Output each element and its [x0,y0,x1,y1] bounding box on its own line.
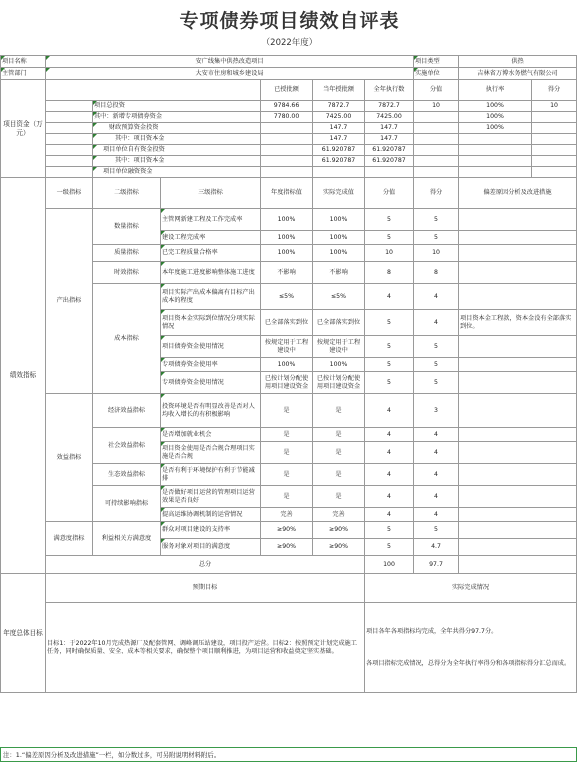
funds-cell: 147.7 [365,134,414,145]
output-indicator-label: 产出指标 [46,209,93,394]
indicator-actual: 已按计划分配使用项目建设资金 [313,372,365,394]
indicator-name: 是否增加就业机会 [161,428,261,442]
indicator-name: 项目债券资金使用情况 [161,336,261,358]
project-name-value: 安广线集中供热改造项目 [46,56,414,68]
project-name-label: 项目名称 [1,56,46,68]
indicator-target: 已按计划分配使用项目建设资金 [261,372,313,394]
actual-text [365,603,577,693]
funds-cell: 147.7 [365,123,414,134]
indicator-target: 100% [261,231,313,245]
indicator-score: 5 [414,358,459,372]
indicator-points: 4 [365,442,414,464]
indicator-target: 100% [261,358,313,372]
funds-row-label: 财政预算资金投资 [93,123,261,134]
indicator-actual: 是 [313,428,365,442]
indicator-actual: 不影响 [313,262,365,284]
indicator-score: 4 [414,508,459,522]
funds-cell: 7425.00 [313,112,365,123]
indicator-reason [459,539,577,556]
funds-cell [365,167,414,178]
funds-cell [459,145,532,156]
funds-cell [459,134,532,145]
funds-cell [414,145,459,156]
indicator-actual: 是 [313,442,365,464]
evaluation-table [0,55,577,693]
perf-header-points: 分值 [365,178,414,209]
actual-text-2: 各项目指标完成情况，总得分为全年执行率得分和各项指标得分汇总而成。 [366,659,571,667]
indicator-actual: 100% [313,358,365,372]
indicator-actual: 100% [313,209,365,231]
funds-cell [414,112,459,123]
funds-cell: 100% [459,101,532,112]
indicator-reason [459,284,577,310]
funds-header-approved: 已授批额 [261,80,313,101]
indicator-reason [459,372,577,394]
funds-cell: 9784.66 [261,101,313,112]
indicator-points: 10 [365,245,414,262]
summary-section-label: 年度总体目标 [1,574,46,693]
funds-cell: 7872.7 [365,101,414,112]
plan-header: 预期目标 [46,574,365,603]
quantity-indicator-label: 数量指标 [93,209,161,245]
indicator-points: 5 [365,209,414,231]
report-year: （2022年度） [261,38,318,48]
indicator-score: 4 [414,486,459,508]
economic-indicator-label: 经济效益指标 [93,394,161,428]
dept-value: 大安市住房和城乡建设局 [46,68,414,80]
funds-header-score: 得分 [532,80,577,101]
project-type-value: 供热 [459,56,577,68]
indicator-actual: 按规定用于工程建设中 [313,336,365,358]
funds-cell: 147.7 [313,123,365,134]
indicator-target: 是 [261,442,313,464]
perf-header-level2: 二级指标 [93,178,161,209]
indicator-target: 不影响 [261,262,313,284]
indicator-target: 按规定用于工程建设中 [261,336,313,358]
funds-cell: 61.920787 [313,156,365,167]
social-indicator-label: 社会效益指标 [93,428,161,464]
indicator-name: 服务对象对项目的满意度 [161,539,261,556]
funds-cell: 100% [459,112,532,123]
indicator-reason: 项目资本金工程款，资本金没有全部落实到位。 [459,310,577,336]
plan-text: 目标1：于2022年10月完成热源厂及配套管网、调峰调压站建设，项目投产运营。目标2：按照预定计划完成施工任务，同时确保质量、安全、成本等相关要求，确保整个项目顺利推进，为项目运营和收益奠定坚实基础。 [46,603,365,693]
indicator-actual: 100% [313,231,365,245]
indicator-reason [459,464,577,486]
funds-cell [414,167,459,178]
indicator-score: 8 [414,262,459,284]
funds-cell [532,167,577,178]
indicator-name: 建设工程完成率 [161,231,261,245]
indicator-actual: 是 [313,464,365,486]
funds-cell [261,123,313,134]
total-label: 总分 [46,556,365,574]
indicator-score: 4 [414,442,459,464]
indicator-score: 5 [414,336,459,358]
sustain-indicator-label: 可持续影响指标 [93,486,161,522]
funds-cell [532,112,577,123]
perf-header-target: 年度指标值 [261,178,313,209]
indicator-score: 4 [414,310,459,336]
indicator-name: 群众对项目建设的支持率 [161,522,261,539]
indicator-points: 5 [365,310,414,336]
indicator-score: 5 [414,522,459,539]
funds-cell: 10 [532,101,577,112]
indicator-score: 4 [414,284,459,310]
indicator-name: 专项债券资金使用情况 [161,372,261,394]
indicator-name: 已完工程质量合格率 [161,245,261,262]
indicator-actual: 已全部落实到位 [313,310,365,336]
indicator-target: 是 [261,464,313,486]
indicator-reason [459,428,577,442]
indicator-name: 项目实际产出成本偏离有目标产出成本的程度 [161,284,261,310]
indicator-points: 4 [365,428,414,442]
impl-value: 吉林省万博水务燃气有限公司 [459,68,577,80]
indicator-name: 投资环境是否有明显改善是否对人均收入增长的有积极影响 [161,394,261,428]
indicator-score: 10 [414,245,459,262]
perf-header-actual: 实际完成值 [313,178,365,209]
perf-section-label: 绩效指标 [1,178,46,574]
benefit-indicator-label: 效益指标 [46,394,93,522]
total-score: 97.7 [414,556,459,574]
funds-cell [414,134,459,145]
indicator-actual: ≤5% [313,284,365,310]
funds-cell [261,156,313,167]
indicator-target: ≥90% [261,539,313,556]
indicator-name: 是否做好项目运营的管理项目运营效果是否良好 [161,486,261,508]
funds-cell [459,156,532,167]
indicator-reason [459,336,577,358]
indicator-points: 4 [365,464,414,486]
funds-cell: 100% [459,123,532,134]
indicator-name: 专项债券资金使用率 [161,358,261,372]
indicator-target: 已全部落实到位 [261,310,313,336]
indicator-name: 提高运维协调机制的运营情况 [161,508,261,522]
funds-cell [532,145,577,156]
funds-cell: 10 [414,101,459,112]
funds-header-current: 当年授批额 [313,80,365,101]
funds-row-label: 项目单位融资资金 [93,167,261,178]
indicator-points: 5 [365,372,414,394]
indicator-actual: 是 [313,394,365,428]
indicator-reason [459,245,577,262]
funds-cell: 7780.00 [261,112,313,123]
funds-cell: 61.920787 [313,145,365,156]
page-title: 专项债券项目绩效自评表 [179,10,400,32]
indicator-points: 5 [365,522,414,539]
funds-header-executed: 全年执行数 [365,80,414,101]
indicator-reason [459,486,577,508]
actual-header: 实际完成情况 [365,574,577,603]
indicator-target: 100% [261,209,313,231]
perf-header-level3: 三级指标 [161,178,261,209]
indicator-points: 4 [365,284,414,310]
indicator-actual: 100% [313,245,365,262]
indicator-target: 100% [261,245,313,262]
indicator-points: 5 [365,231,414,245]
indicator-actual: 完善 [313,508,365,522]
indicator-points: 4 [365,394,414,428]
indicator-reason [459,442,577,464]
indicator-points: 5 [365,358,414,372]
perf-header-level1: 一级指标 [46,178,93,209]
funds-row-label: 其中：项目资本金 [93,134,261,145]
indicator-points: 4 [365,508,414,522]
funds-row-label: 项目总投资 [93,101,261,112]
funds-cell [532,156,577,167]
funds-cell: 7872.7 [313,101,365,112]
satisfy-indicator-label: 利益相关方满意度 [93,522,161,556]
total-points: 100 [365,556,414,574]
perf-header-reason: 偏差原因分析及改进措施 [459,178,577,209]
satisfaction-indicator-label: 满意度指标 [46,522,93,556]
indicator-points: 4 [365,486,414,508]
indicator-name: 项目资金使用是否合规合理项目实施是否合规 [161,442,261,464]
project-type-label: 项目类型 [414,56,459,68]
indicator-name: 主管网新建工程及工作完成率 [161,209,261,231]
funds-cell [414,123,459,134]
indicator-target: 是 [261,428,313,442]
indicator-reason [459,508,577,522]
funds-row-label: 项目单位自有资金投资 [93,145,261,156]
indicator-score: 5 [414,372,459,394]
indicator-points: 5 [365,336,414,358]
funds-header-points: 分值 [414,80,459,101]
funds-cell [261,134,313,145]
indicator-points: 5 [365,539,414,556]
funds-cell [532,134,577,145]
indicator-target: ≤5% [261,284,313,310]
indicator-reason [459,394,577,428]
indicator-score: 5 [414,209,459,231]
funds-cell: 61.920787 [365,156,414,167]
funds-row-label: 其中：项目资本金 [93,156,261,167]
funds-row-label: 其中：新增专项债券资金 [93,112,261,123]
indicator-score: 3 [414,394,459,428]
funds-cell [532,123,577,134]
funds-cell [313,167,365,178]
funds-cell: 7425.00 [365,112,414,123]
indicator-score: 4 [414,428,459,442]
indicator-actual: 是 [313,486,365,508]
indicator-target: 是 [261,394,313,428]
dept-label: 主管部门 [1,68,46,80]
funds-cell: 147.7 [313,134,365,145]
indicator-actual: ≥90% [313,539,365,556]
indicator-actual: ≥90% [313,522,365,539]
indicator-score: 4.7 [414,539,459,556]
indicator-target: ≥90% [261,522,313,539]
indicator-reason [459,522,577,539]
indicator-name: 是否有利于环境保护有利于节能减排 [161,464,261,486]
perf-header-score: 得分 [414,178,459,209]
indicator-reason [459,358,577,372]
impl-label: 实施单位 [414,68,459,80]
funds-cell [459,167,532,178]
funds-section-label: 项目资金（万元） [1,80,46,178]
indicator-score: 5 [414,231,459,245]
indicator-reason [459,209,577,231]
funds-cell [414,156,459,167]
indicator-target: 是 [261,486,313,508]
eco-indicator-label: 生态效益指标 [93,464,161,486]
indicator-target: 完善 [261,508,313,522]
quality-indicator-label: 质量指标 [93,245,161,262]
time-indicator-label: 时效指标 [93,262,161,284]
indicator-reason [459,231,577,245]
indicator-score: 4 [414,464,459,486]
indicator-name: 项目资本金实际到位情况分项实际情况 [161,310,261,336]
indicator-reason [459,262,577,284]
cost-indicator-label: 成本指标 [93,284,161,394]
indicator-name: 本年度施工进度影响整体施工进度 [161,262,261,284]
funds-header-rate: 执行率 [459,80,532,101]
funds-cell [261,167,313,178]
actual-text-1: 项目各年各项指标均完成，全年共得分97.7分。 [366,627,498,635]
funds-cell: 61.920787 [365,145,414,156]
indicator-points: 8 [365,262,414,284]
funds-cell [261,145,313,156]
footnote: 注：1.“偏差原因分析及改进措施”一栏，如分数过多，可另附说明材料附后。 [0,747,577,762]
